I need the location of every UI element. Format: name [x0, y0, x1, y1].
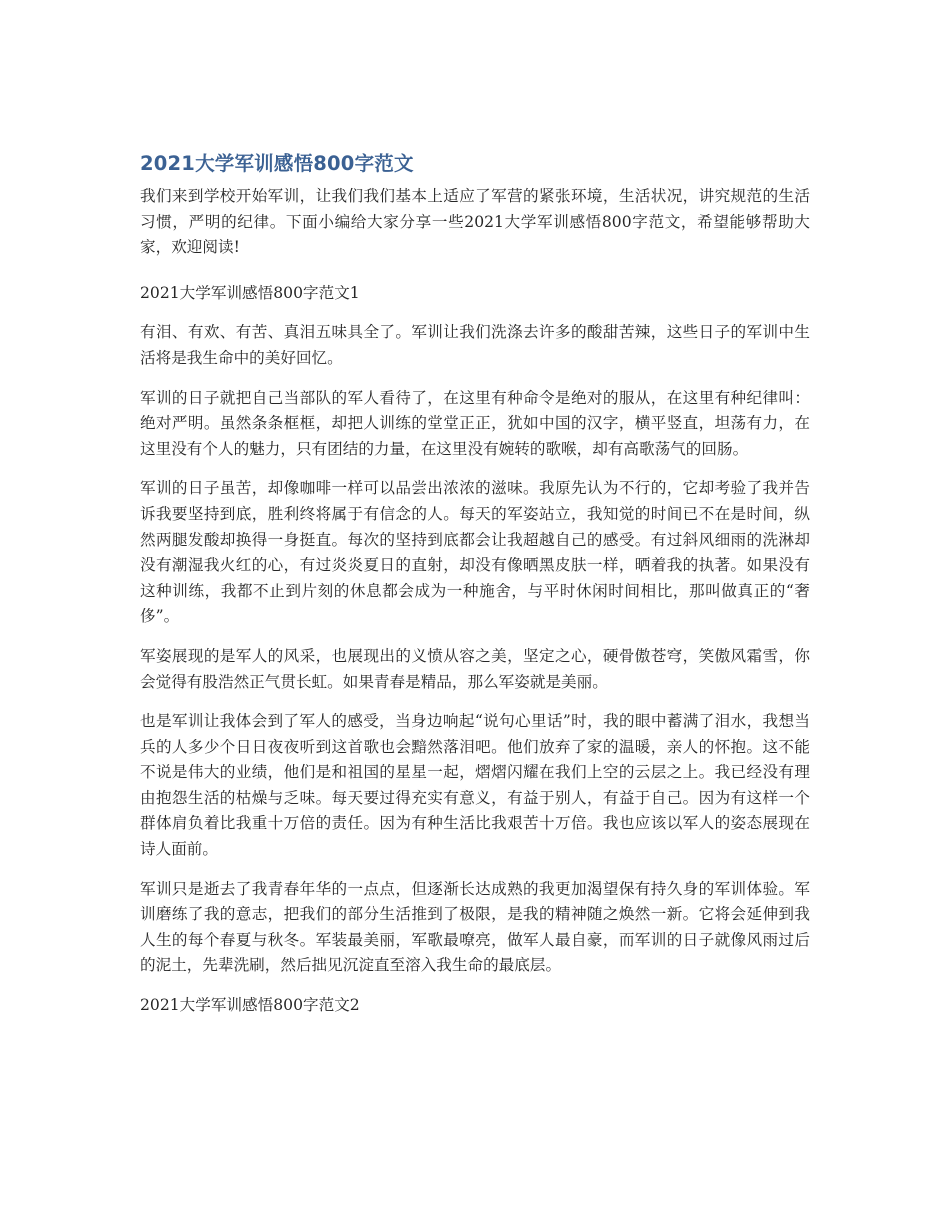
- body-paragraph: 军训只是逝去了我青春年华的一点点，但逐渐长达成熟的我更加渴望保有持久身的军训体验。军训磨练了我的意志，把我们的部分生活推到了极限，是我的精神随之焕然一新。它将会延伸到我人生的每个春夏与秋冬。军装最美丽，军歌最嘹亮，做军人最自豪，而军训的日子就像风雨过后的泥土，先辈洗刷，然后拙见沉淀直至溶入我生命的最底层。: [140, 879, 810, 975]
- document-page: [140, 148, 810, 1033]
- body-paragraph: 有泪、有欢、有苦、真泪五味具全了。军训让我们洗涤去许多的酸甜苦辣，这些日子的军训中生活将是我生命中的美好回忆。: [140, 323, 810, 367]
- section-2-heading: 2021大学军训感悟800字范文2: [140, 996, 360, 1015]
- intro-paragraph: 我们来到学校开始军训，让我们我们基本上适应了军营的紧张环境，生活状况，讲究规范的生活习惯，严明的纪律。下面小编给大家分享一些2021大学军训感悟800字范文，希望能够帮助大家，欢迎阅读!: [140, 187, 810, 257]
- document-title: 2021大学军训感悟800字范文: [140, 152, 414, 175]
- body-paragraph: 军训的日子就把自己当部队的军人看待了，在这里有种命令是绝对的服从，在这里有种纪律叫：绝对严明。虽然条条框框，却把人训练的堂堂正正，犹如中国的汉字，横平竖直，坦荡有力，在这里没有个人的魅力，只有团结的力量，在这里没有婉转的歌喉，却有高歌荡气的回肠。: [140, 388, 810, 458]
- body-paragraph: 军姿展现的是军人的风采，也展现出的义愤从容之美，坚定之心，硬骨傲苍穹，笑傲风霜雪，你会觉得有股浩然正气贯长虹。如果青春是精品，那么军姿就是美丽。: [140, 646, 810, 691]
- section-1-heading: 2021大学军训感悟800字范文1: [140, 283, 360, 302]
- body-paragraph: 也是军训让我体会到了军人的感受，当身边响起“说句心里话”时，我的眼中蓄满了泪水，我想当兵的人多少个日日夜夜听到这首歌也会黯然落泪吧。他们放弃了家的温暖，亲人的怀抱。这不能不说是伟大的业绩，他们是和祖国的星星一起，熠熠闪耀在我们上空的云层之上。我已经没有理由抱怨生活的枯燥与乏味。每天要过得充实有意义，有益于别人，有益于自己。因为有这样一个群体肩负着比我重十万倍的责任。因为有种生活比我艰苦十万倍。我也应该以军人的姿态展现在诗人面前。: [140, 712, 810, 859]
- body-paragraph: 军训的日子虽苦，却像咖啡一样可以品尝出浓浓的滋味。我原先认为不行的，它却考验了我并告诉我要坚持到底，胜利终将属于有信念的人。每天的军姿站立，我知觉的时间已不在是时间，纵然两腿发酸却换得一身挺直。每次的坚持到底都会让我超越自己的感受。有过斜风细雨的洗淋却没有潮湿我火红的心，有过炎炎夏日的直射，却没有像晒黑皮肤一样，晒着我的执著。如果没有这种训练，我都不止到片刻的休息都会成为一种施舍，与平时休闲时间相比，那叫做真正的“奢侈”。: [140, 479, 810, 626]
